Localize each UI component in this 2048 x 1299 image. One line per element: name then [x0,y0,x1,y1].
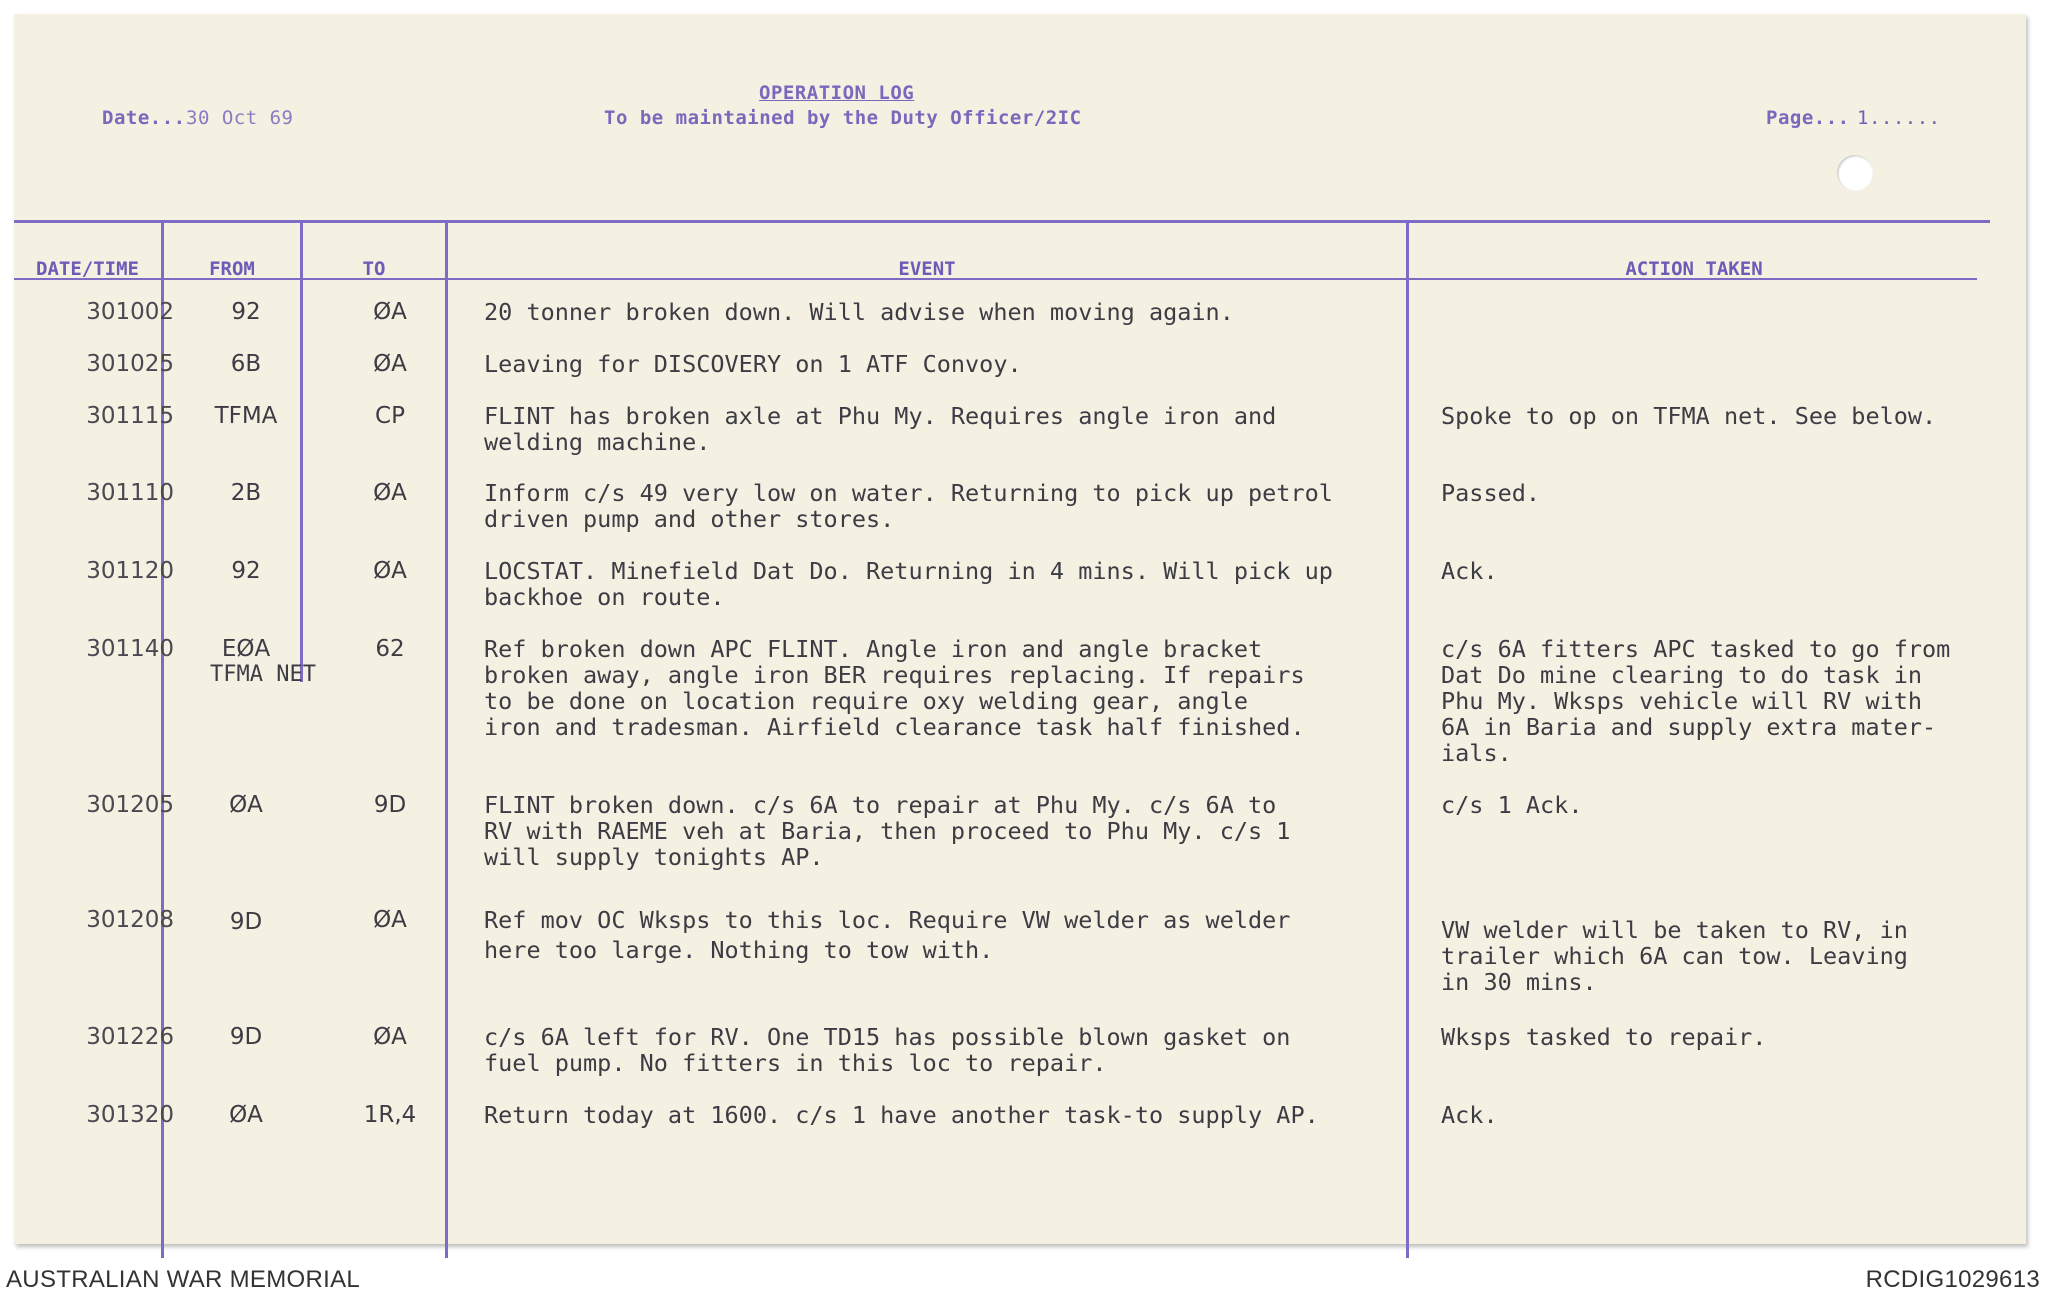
archive-id: RCDIG1029613 [1865,1266,2040,1293]
row-from: EØA [221,636,271,662]
log-subtitle: To be maintained by the Duty Officer/2IC [604,107,1082,129]
row-from: 9D [229,1024,263,1050]
column-header-event: EVENT [898,258,956,280]
row-time: 301226 [86,1024,174,1050]
column-header-from: FROM [209,258,255,280]
row-to: 62 [375,636,405,662]
row-to: 9D [373,792,407,818]
row-to: CP [375,403,405,429]
row-event: c/s 6A left for RV. One TD15 has possible blown gasket on fuel pump. No fitters in this loc to repair. [484,1023,1291,1077]
row-to: ØA [373,558,407,584]
row-from: TFMA [214,403,278,429]
row-action: Wksps tasked to repair. [1441,1023,1767,1051]
log-title: OPERATION LOG [759,82,915,104]
row-time: 301002 [86,299,174,325]
table-top-rule [14,220,1990,223]
row-event: FLINT has broken axle at Phu My. Requires angle iron and welding machine. [484,402,1277,456]
archive-credit: AUSTRALIAN WAR MEMORIAL [6,1266,361,1293]
row-from: 2B [230,480,262,506]
row-time: 301110 [86,480,174,506]
row-from-net: TFMA NET [210,662,316,687]
row-from: 9D [229,909,263,935]
row-from: 92 [231,299,261,325]
row-from: 6B [230,351,262,377]
column-divider-2 [300,222,303,682]
row-action: Ack. [1441,557,1498,585]
page-label: Page... [1766,107,1850,129]
row-action: Passed. [1441,479,1541,507]
row-time: 301025 [86,351,174,377]
row-to: ØA [373,480,407,506]
row-to: ØA [373,299,407,325]
row-from: ØA [229,1102,263,1128]
row-event: Inform c/s 49 very low on water. Returning to pick up petrol driven pump and other stores. [484,479,1333,533]
row-action: c/s 1 Ack. [1441,791,1583,819]
date-value: 30 Oct 69 [186,107,294,129]
document-sheet [14,14,2026,1244]
row-event: FLINT broken down. c/s 6A to repair at Phu My. c/s 6A to RV with RAEME veh at Baria, then proceed to Phu My. c/s 1 will supply tonights AP. [484,791,1291,871]
row-action: c/s 6A fitters APC tasked to go from Dat Do mine clearing to do task in Phu My. Wksps vehicle will RV with 6A in Baria and supply extra mater- ials. [1441,635,1951,767]
row-to: ØA [373,907,407,933]
row-event: Ref mov OC Wksps to this loc. Require VW welder as welder here too large. Nothing to tow with. [484,906,1291,964]
row-event: LOCSTAT. Minefield Dat Do. Returning in 4 mins. Will pick up backhoe on route. [484,557,1333,611]
row-event: Ref broken down APC FLINT. Angle iron and angle bracket broken away, angle iron BER requires replacing. If repairs to be done on location require oxy welding gear, angle iron and tradesman. Airfield clearance task half finished. [484,635,1305,741]
row-event: 20 tonner broken down. Will advise when moving again. [484,298,1234,326]
row-to: 1R,4 [363,1102,417,1128]
punch-hole [1837,155,1873,191]
row-time: 301115 [86,403,174,429]
row-from: 92 [231,558,261,584]
row-action: Spoke to op on TFMA net. See below. [1441,402,1937,430]
page-value: 1...... [1857,107,1941,129]
row-time: 301320 [86,1102,174,1128]
row-action: VW welder will be taken to RV, in trailer which 6A can tow. Leaving in 30 mins. [1441,916,1908,996]
row-action: Ack. [1441,1101,1498,1129]
row-time: 301205 [86,792,174,818]
row-time: 301208 [86,907,174,933]
column-header-datetime: DATE/TIME [36,258,139,280]
row-to: ØA [373,1024,407,1050]
column-header-to: TO [362,258,386,280]
row-from: ØA [229,792,263,818]
column-header-action: ACTION TAKEN [1625,258,1763,280]
row-event: Leaving for DISCOVERY on 1 ATF Convoy. [484,350,1022,378]
row-event: Return today at 1600. c/s 1 have another task-to supply AP. [484,1101,1319,1129]
row-time: 301140 [86,636,174,662]
date-label: Date... [102,107,186,129]
row-time: 301120 [86,558,174,584]
row-to: ØA [373,351,407,377]
